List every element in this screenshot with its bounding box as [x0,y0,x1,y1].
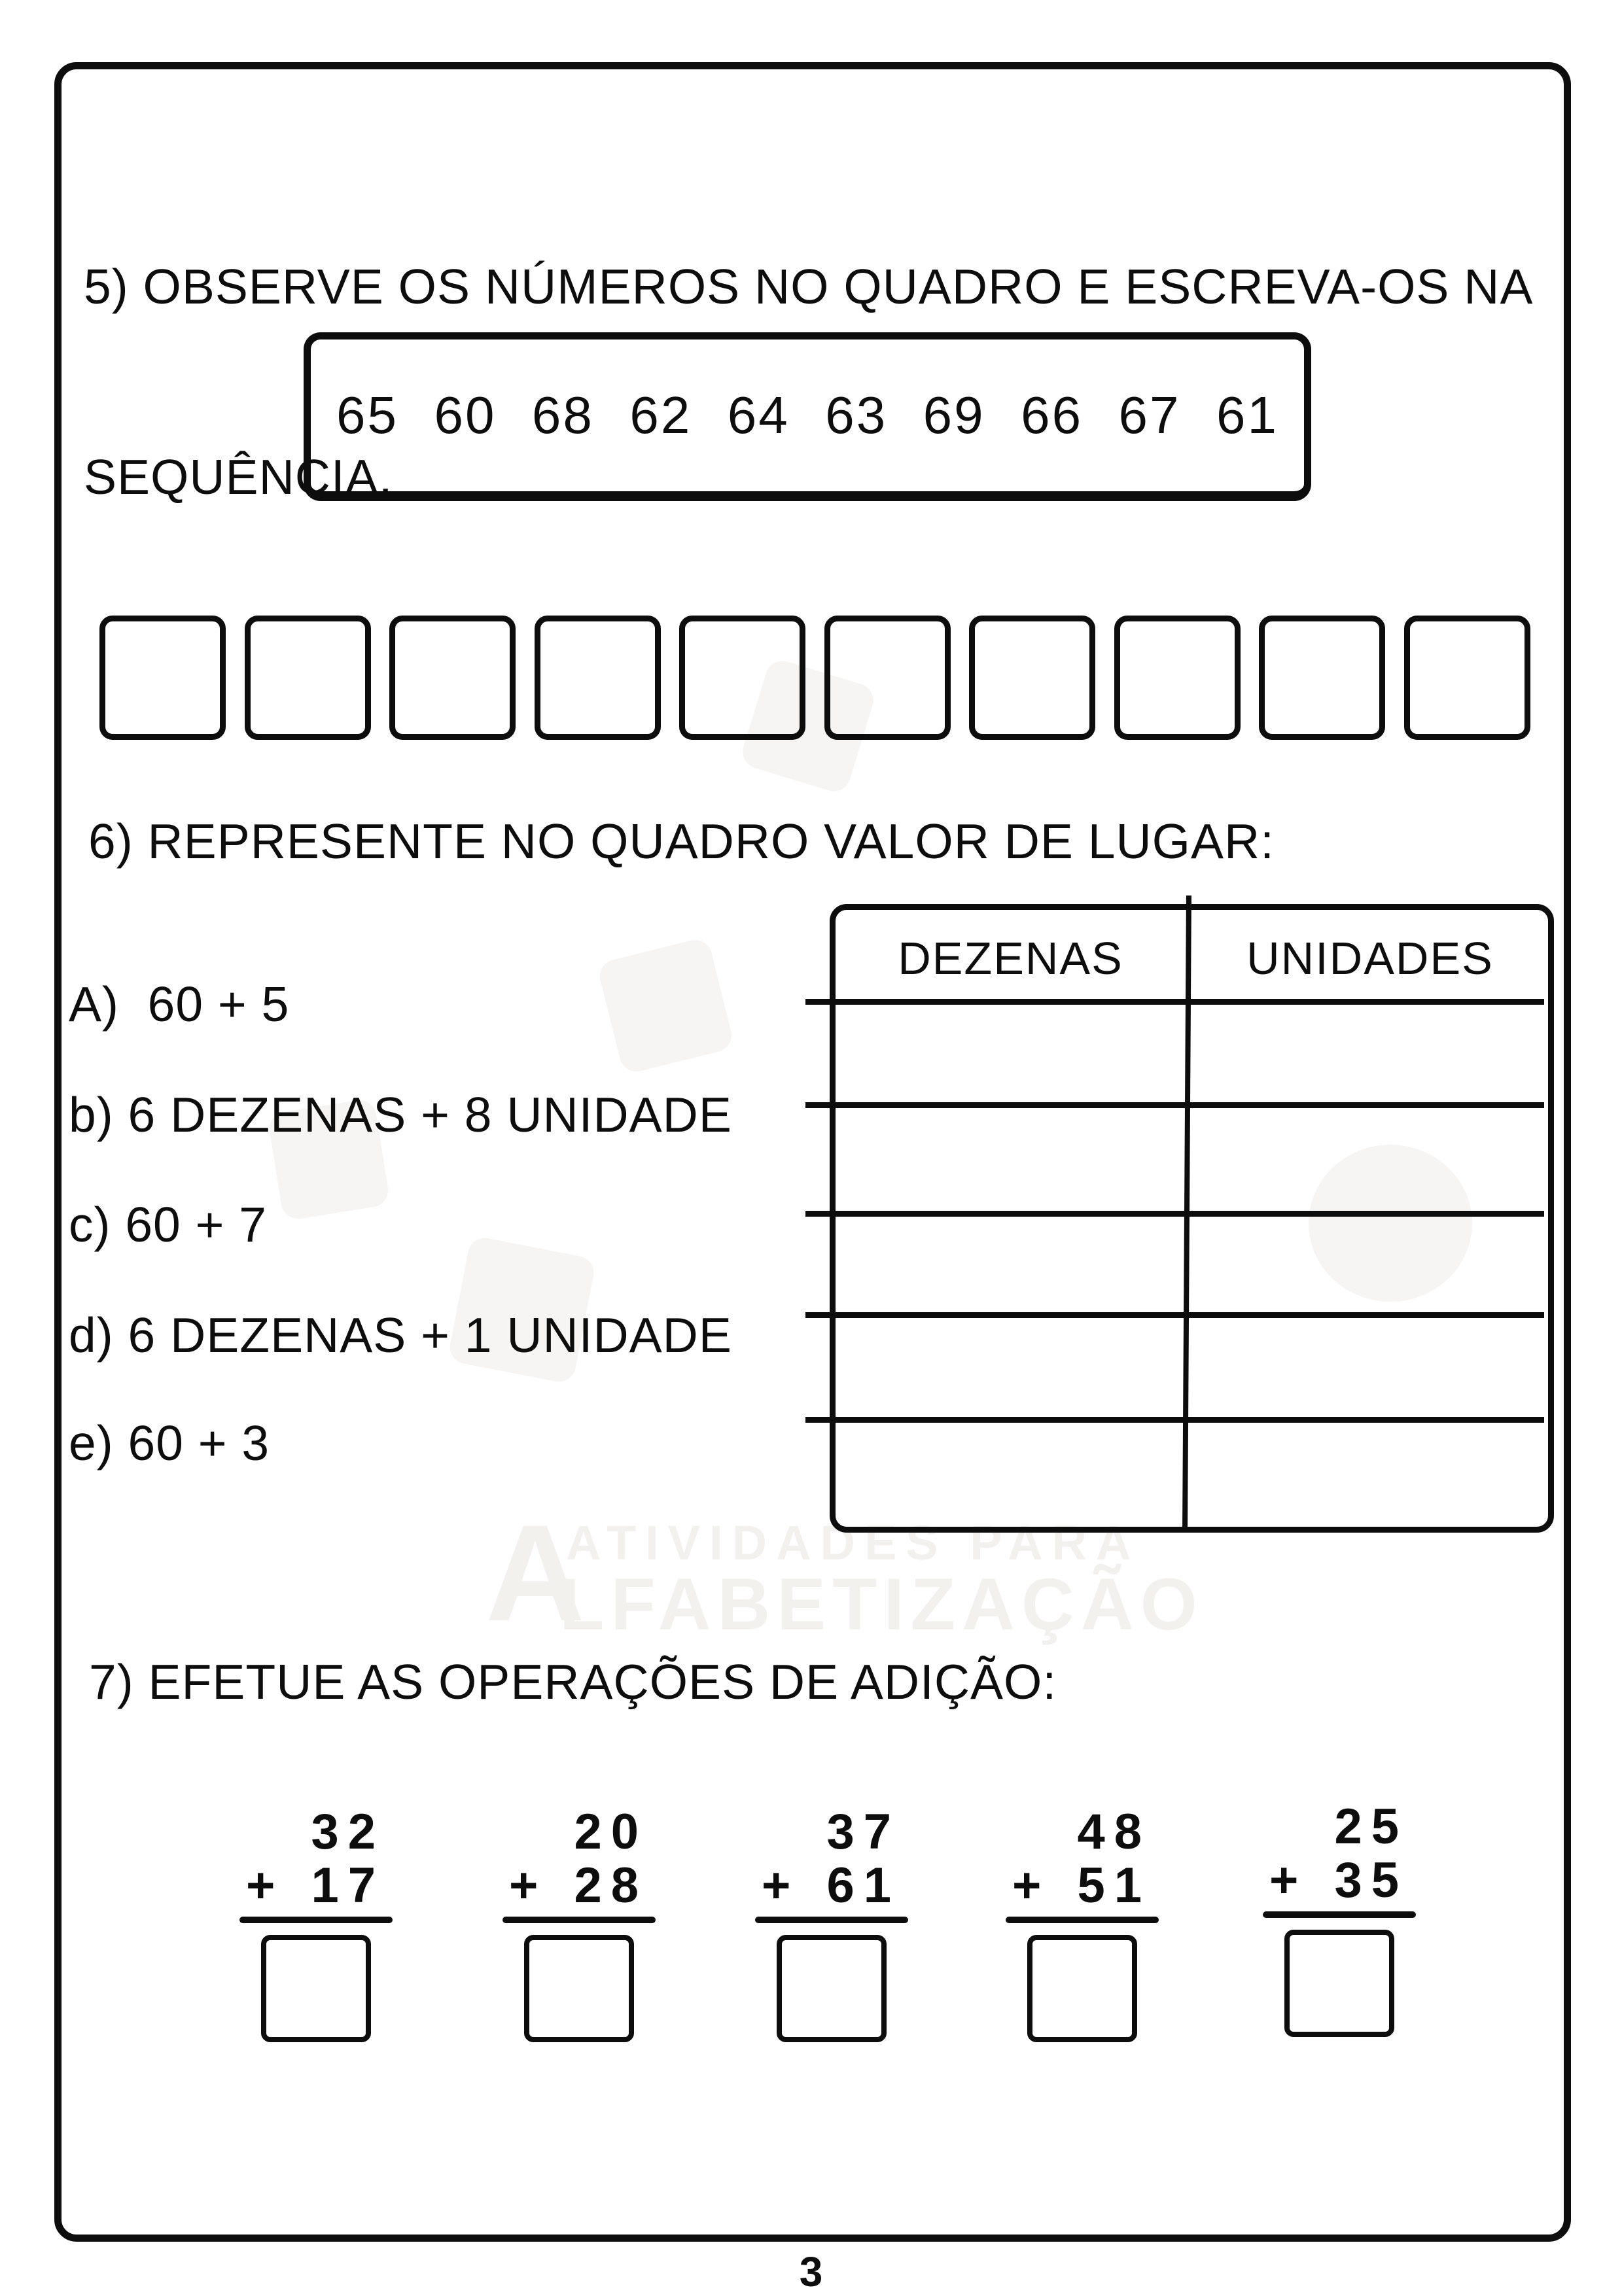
answer-slot-4 [535,616,661,740]
question5-title-line2: SEQUÊNCIA. [84,449,393,504]
sum-line [502,1917,656,1923]
sum-answer-box [1284,1930,1394,2037]
sum-answer-box [777,1935,887,2042]
question6-item-d: d) 6 DEZENAS + 1 UNIDADE [69,1308,732,1363]
watermark-text-line1: ATIVIDADES PARA [566,1516,1140,1570]
addend-top: 48 [1077,1804,1151,1860]
sum-answer-box [261,1935,371,2042]
plus-sign: + [509,1858,548,1913]
addend-bottom: 17 [311,1858,385,1913]
addition-problem-1 [239,1805,393,2042]
table-header-unidades: UNIDADES [1246,933,1494,984]
question6-item-c: c) 60 + 7 [69,1197,267,1252]
question6-title: 6) REPRESENTE NO QUADRO VALOR DE LUGAR: [88,814,1275,869]
sum-answer-box [524,1935,634,2042]
answer-slot-6 [824,616,951,740]
table-row-line [805,1211,1544,1217]
question7-title: 7) EFETUE AS OPERAÇÕES DE ADIÇÃO: [89,1654,1057,1709]
answer-slot-8 [1114,616,1241,740]
page-number: 3 [799,2248,823,2295]
sum-line [1006,1917,1159,1923]
answer-slot-2 [245,616,371,740]
table-row-line [805,1417,1544,1423]
answer-slot-9 [1259,616,1385,740]
plus-sign: + [246,1858,285,1913]
sum-line [755,1917,908,1923]
addend-bottom: 28 [574,1858,648,1913]
table-row-line [805,1312,1544,1318]
numbers-frame-box [304,332,1311,501]
numbers-sequence-text: 65 60 68 62 64 63 69 66 67 61 [336,386,1278,444]
watermark-text-line2: LFABETIZAÇÃO [559,1563,1204,1645]
sum-answer-box [1027,1935,1137,2042]
addend-bottom: 61 [826,1858,900,1913]
question6-item-e: e) 60 + 3 [69,1416,270,1470]
question6-item-b: b) 6 DEZENAS + 8 UNIDADE [69,1087,732,1142]
table-row-line [805,1102,1544,1108]
plus-sign: + [762,1858,800,1913]
answer-slot-3 [389,616,516,740]
plus-sign: + [1012,1858,1051,1913]
addition-problem-4 [1006,1805,1159,2042]
answer-slot-1 [99,616,226,740]
addition-problem-2 [502,1805,656,2042]
place-value-table [830,904,1554,1533]
addend-bottom: 51 [1077,1858,1151,1913]
question6-item-a: A) 60 + 5 [69,977,290,1032]
table-row-line [805,999,1544,1005]
watermark-big-letter: A [485,1496,585,1650]
answer-slot-5 [679,616,805,740]
addition-problem-3 [755,1805,908,2042]
addend-bottom: 35 [1334,1852,1408,1908]
addend-top: 20 [574,1804,648,1860]
table-header-dezenas: DEZENAS [898,933,1123,984]
sum-line [1263,1911,1416,1918]
plus-sign: + [1269,1852,1308,1908]
answer-slot-7 [969,616,1095,740]
sum-line [239,1917,393,1923]
question5-title-line1: 5) OBSERVE OS NÚMEROS NO QUADRO E ESCREVA-OS NA [84,259,1534,314]
addend-top: 37 [826,1804,900,1860]
addend-top: 25 [1334,1799,1408,1854]
addend-top: 32 [311,1804,385,1860]
addition-problem-5 [1263,1800,1416,2037]
answer-slot-10 [1404,616,1530,740]
